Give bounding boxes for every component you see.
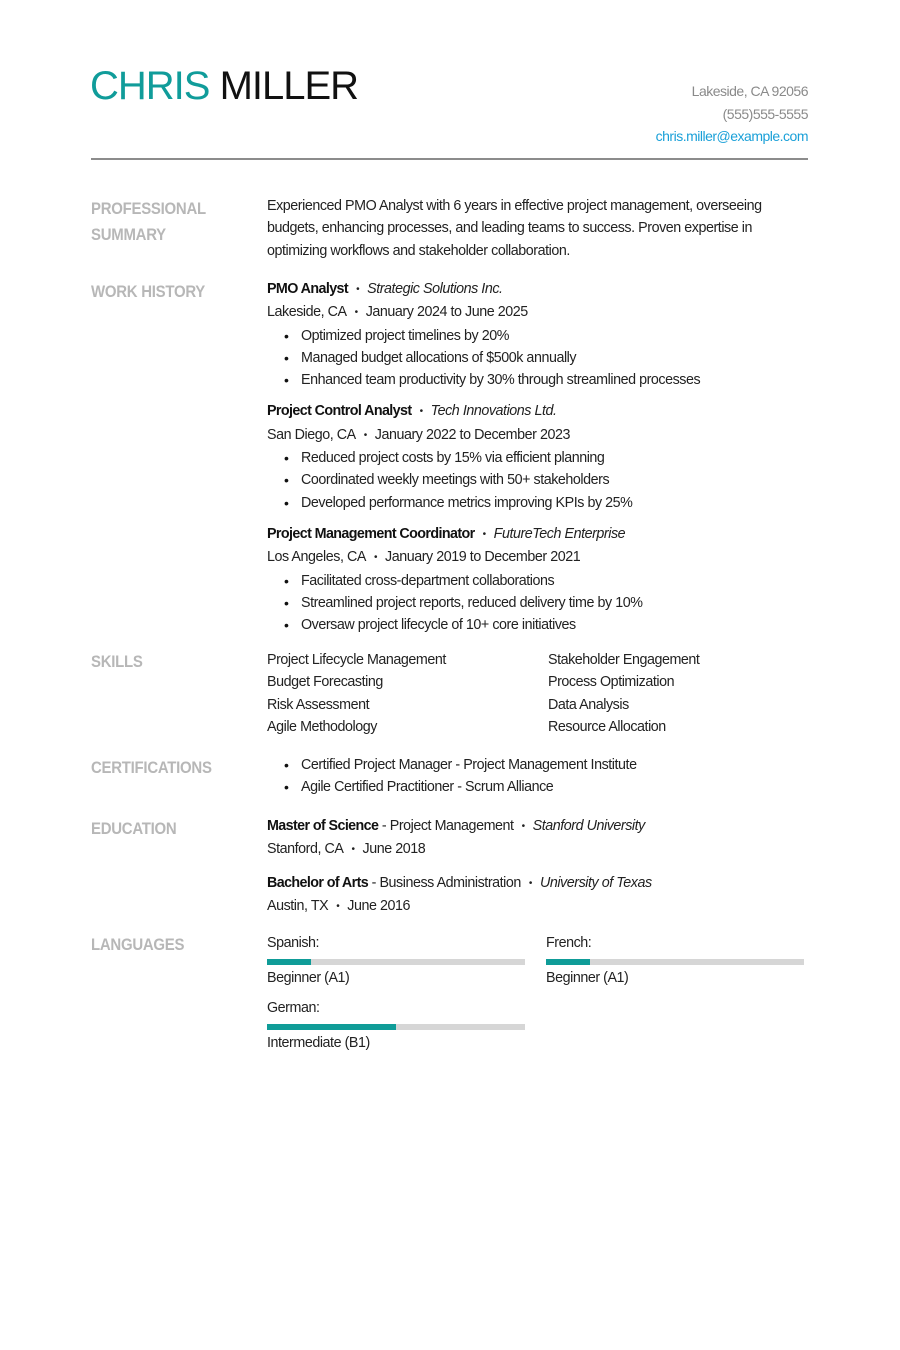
certifications-content [267, 754, 812, 799]
job-title: PMO Analyst [267, 281, 349, 297]
language-name: French: [546, 935, 592, 951]
separator-dot: • [521, 821, 525, 832]
skill-item: Resource Allocation [548, 718, 666, 735]
job-header [267, 523, 812, 546]
job-company: Strategic Solutions Inc. [367, 281, 503, 297]
first-name: CHRIS [90, 64, 210, 108]
skill-item: Agile Methodology [267, 718, 377, 735]
section-heading: WORK HISTORY [91, 282, 206, 301]
language-level: Intermediate (B1) [267, 1035, 370, 1051]
job-bullet: • Coordinated weekly meetings with 50+ stakeholders [267, 469, 812, 491]
language-proficiency-bar [267, 959, 525, 965]
language-item [546, 932, 806, 989]
section-heading: LANGUAGES [91, 935, 185, 954]
job-bullets [267, 570, 812, 637]
education-header [267, 872, 812, 895]
heading-line-2: SUMMARY [91, 225, 166, 244]
language-name: German: [267, 1000, 320, 1016]
job-location: Lakeside, CA [267, 304, 347, 321]
job-bullet: • Managed budget allocations of $500k annually [267, 347, 812, 369]
education-meta [267, 895, 812, 918]
job-meta [267, 301, 812, 324]
education-location: Austin, TX [267, 897, 329, 914]
job-meta [267, 424, 812, 447]
job-bullet: • Facilitated cross-department collaborations [267, 570, 812, 592]
section-heading: CERTIFICATIONS [91, 758, 212, 777]
job-dates: January 2022 to December 2023 [374, 426, 570, 443]
proficiency-fill [267, 959, 311, 965]
section-heading: SKILLS [91, 652, 143, 671]
skill-item: Data Analysis [548, 696, 629, 713]
degree: Bachelor of Arts [267, 874, 369, 891]
job-bullet: • Oversaw project lifecycle of 10+ core initiatives [267, 614, 812, 636]
job-header [267, 278, 812, 301]
job-location: San Diego, CA [267, 426, 356, 443]
language-level: Beginner (A1) [267, 970, 350, 986]
job-header [267, 400, 812, 423]
separator-dot: • [373, 552, 378, 564]
header-divider [91, 158, 808, 160]
education-date: June 2016 [347, 897, 410, 914]
education-entry [267, 872, 812, 919]
language-item [267, 997, 546, 1054]
proficiency-fill [546, 959, 590, 965]
separator-dot: • [363, 429, 367, 441]
separator-dot: • [351, 844, 355, 856]
job-meta [267, 546, 812, 569]
heading-line-1: PROFESSIONAL [91, 199, 206, 218]
contact-phone: (555)555-5555 [722, 105, 808, 122]
language-name: Spanish: [267, 935, 320, 951]
degree: Master of Science [267, 818, 379, 834]
separator-dot: • [419, 406, 423, 418]
job-dates: January 2019 to December 2021 [385, 549, 581, 566]
job-company: Tech Innovations Ltd. [430, 403, 557, 420]
certification-list [267, 754, 812, 799]
education-content [267, 815, 812, 928]
language-proficiency-bar [267, 1024, 525, 1030]
education-meta [267, 838, 812, 861]
field-of-study: - Business Administration [368, 874, 521, 891]
job-dates: January 2024 to June 2025 [365, 304, 528, 321]
job-company: FutureTech Enterprise [493, 525, 626, 542]
section-heading: EDUCATION [91, 819, 177, 838]
separator-dot: • [336, 900, 340, 912]
field-of-study: - Project Management [378, 818, 514, 834]
separator-dot: • [528, 877, 532, 889]
skills-grid [267, 649, 812, 738]
job-bullet: • Streamlined project reports, reduced delivery time by 10% [267, 592, 812, 614]
job-entry [267, 400, 812, 513]
school-name: Stanford University [532, 818, 645, 834]
job-bullet: • Enhanced team productivity by 30% through streamlined processes [267, 369, 812, 391]
section-heading [91, 196, 206, 248]
job-location: Los Angeles, CA [267, 549, 366, 566]
language-level: Beginner (A1) [546, 970, 629, 986]
job-bullet: • Optimized project timelines by 20% [267, 325, 812, 347]
job-entry [267, 278, 812, 391]
certification-item: • Certified Project Manager - Project Management Institute [267, 754, 812, 776]
separator-dot: • [482, 528, 486, 540]
job-entry [267, 523, 812, 636]
summary-text: Experienced PMO Analyst with 6 years in effective project management, overseeing budgets, enhancing processes, and leading teams to success. Proven expertise in optimizing workflows and stakeholder collaboration. [267, 198, 762, 259]
contact-email-link[interactable]: chris.miller@example.com [655, 128, 808, 144]
languages-grid [267, 932, 812, 1054]
skill-item: Process Optimization [548, 674, 675, 691]
skill-item: Project Lifecycle Management [267, 652, 446, 668]
job-title: Project Management Coordinator [267, 525, 475, 542]
work-history-content [267, 278, 812, 645]
education-header [267, 815, 812, 838]
language-proficiency-bar [546, 959, 804, 965]
school-name: University of Texas [539, 874, 652, 891]
separator-dot: • [354, 307, 358, 319]
education-date: June 2018 [362, 841, 426, 858]
last-name: MILLER [219, 64, 359, 108]
proficiency-fill [267, 1024, 396, 1030]
job-bullet: • Developed performance metrics improving KPIs by 25% [267, 492, 812, 514]
education-entry [267, 815, 812, 862]
job-bullets [267, 325, 812, 392]
candidate-name [90, 62, 358, 110]
separator-dot: • [356, 284, 360, 295]
skill-item: Risk Assessment [267, 696, 370, 713]
language-item [267, 932, 546, 989]
certification-item: • Agile Certified Practitioner - Scrum Alliance [267, 776, 812, 798]
job-bullets [267, 447, 812, 514]
summary-content [267, 195, 812, 262]
job-title: Project Control Analyst [267, 403, 412, 420]
contact-block [656, 80, 808, 148]
job-bullet: • Reduced project costs by 15% via efficient planning [267, 447, 812, 469]
education-location: Stanford, CA [267, 841, 344, 858]
skill-item: Stakeholder Engagement [548, 652, 700, 668]
contact-location: Lakeside, CA 92056 [691, 83, 808, 99]
skill-item: Budget Forecasting [267, 674, 383, 691]
